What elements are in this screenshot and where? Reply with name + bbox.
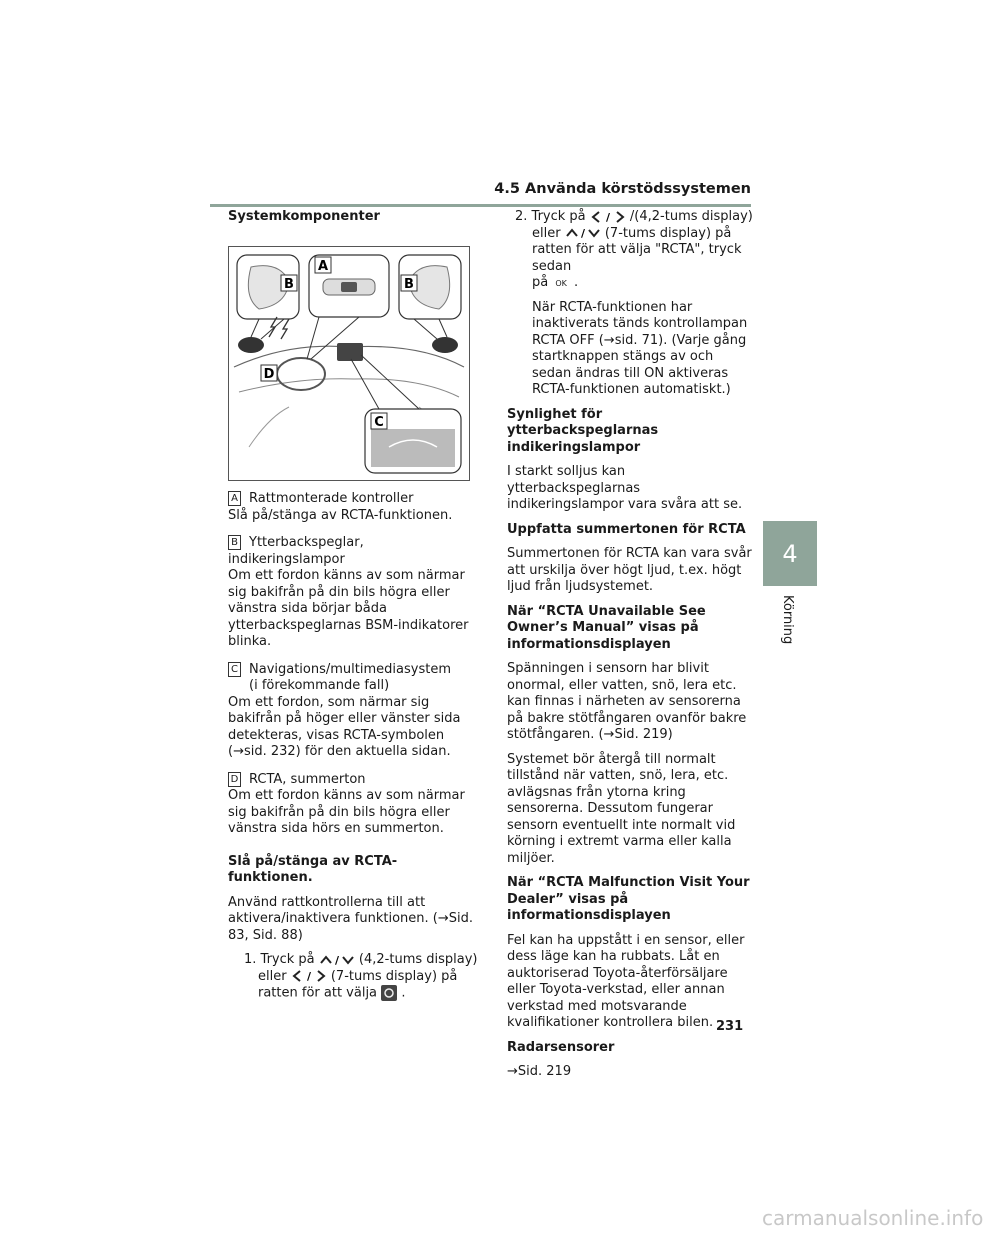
step-2-note: När RCTA-funktionen har inaktiverats tänds kontrollampan RCTA OFF (→sid. 71). (Varje gång startknappen stängs av och sedan ändras till ON aktiveras RCTA-funktionen automatiskt.) xyxy=(532,299,748,397)
figure-label-b-right xyxy=(401,275,417,292)
svg-text:/: / xyxy=(580,227,585,240)
chapter-label: Körning xyxy=(780,595,795,645)
svg-text:B: B xyxy=(404,277,414,292)
item-body: Slå på/stänga av RCTA-funktionen. xyxy=(228,507,453,523)
item-key: C xyxy=(228,662,241,677)
item-title: Ytterbackspeglar, indikeringslampor xyxy=(228,535,364,567)
settings-icon xyxy=(381,985,397,1001)
components-heading: Systemkomponenter xyxy=(228,209,380,224)
figure-label-a xyxy=(315,257,331,274)
page-number: 231 xyxy=(716,1019,744,1034)
section-header xyxy=(210,180,751,207)
section-body: I starkt solljus kan ytterbackspeglarnas indikeringslampor vara svåra att se. xyxy=(507,464,743,512)
svg-text:/: / xyxy=(605,210,610,224)
item-key: A xyxy=(228,491,241,506)
left-right-arrows-icon xyxy=(590,211,626,223)
item-d xyxy=(228,772,480,838)
chapter-number: 4 xyxy=(782,539,798,568)
step-2: 2. Tryck på / /(4,2-tums display) eller / (7-tums display) på ratten för att välja "RCTA", tryck sedan på OK . När RCTA-funktionen har inaktiverats tänds kontrollampan RCTA OFF (→sid. 71). (Varje gång startknappen stängs av och sedan ändras till ON aktiveras RCTA-funktionen automatiskt.) xyxy=(507,209,755,399)
item-key: D xyxy=(228,772,241,787)
section-heading: Synlighet för ytterbackspeglarnas indikeringslampor xyxy=(507,406,659,455)
step-1: 1. Tryck på / (4,2-tums display) eller / (7-tums display) på ratten för att välja . xyxy=(244,952,478,1001)
item-key: B xyxy=(228,535,241,550)
section-body: Fel kan ha uppstått i en sensor, eller dess läge kan ha rubbats. Låt en auktoriserad Toyota-återförsäljare eller Toyota-verkstad, eller annan verkstad med motsvarande kvalifikationer kontrollera bilen. xyxy=(507,932,745,1030)
item-body: Om ett fordon känns av som närmar sig bakifrån på din bils högra eller vänstra sida hörs en summerton. xyxy=(228,788,465,836)
section-body: Spänningen i sensorn har blivit onormal, eller vatten, snö, lera etc. kan finnas i närheten av sensorerna på bakre stötfångaren ovanför bakre stötfångaren. (→Sid. 219) xyxy=(507,661,747,742)
section-heading: Uppfatta summertonen för RCTA xyxy=(507,521,746,537)
onoff-heading: Slå på/stänga av RCTA-funktionen. xyxy=(228,853,398,885)
figure-label-c xyxy=(371,413,387,430)
figure-label-b-left xyxy=(281,275,297,292)
item-title: Navigations/multimediasystem xyxy=(249,661,451,677)
item-body: Om ett fordon, som närmar sig bakifrån på höger eller vänster sida detekteras, visas RCTA-symbolen (→sid. 232) för den aktuella sidan. xyxy=(228,694,461,759)
svg-text:A: A xyxy=(317,259,329,274)
car-interior-illustration xyxy=(229,247,469,480)
item-title: Rattmonterade kontroller xyxy=(249,491,414,506)
figure-label-d xyxy=(261,365,277,382)
up-down-arrows-icon xyxy=(565,227,601,239)
section-heading: När “RCTA Unavailable See Owner’s Manual” visas på informationsdisplayen xyxy=(507,603,706,652)
section-heading: Radarsensorer xyxy=(507,1039,615,1055)
svg-text:/: / xyxy=(334,953,339,967)
right-column xyxy=(507,209,755,1089)
watermark-footer: carmanualsonline.info xyxy=(762,1206,983,1230)
chapter-tab xyxy=(763,521,817,586)
item-c xyxy=(228,662,480,761)
svg-text:/: / xyxy=(306,970,311,983)
section-body-2: Systemet bör återgå till normalt tillstånd när vatten, snö, lera, etc. avlägsnas från ytorna kring sensorerna. Dessutom fungerar sensorn eventuellt inte normalt vid körning i extremt varma eller kalla miljöer. xyxy=(507,751,736,866)
item-title-2: (i förekommande fall) xyxy=(249,678,390,693)
svg-text:B: B xyxy=(284,277,294,292)
section-body: Summertonen för RCTA kan vara svår att urskilja över högt ljud, t.ex. högt ljud från ljudsystemet. xyxy=(507,546,752,594)
section-heading: När “RCTA Malfunction Visit Your Dealer” visas på informationsdisplayen xyxy=(507,875,750,923)
left-column xyxy=(228,209,480,234)
item-b xyxy=(228,535,480,651)
item-a xyxy=(228,491,480,524)
section-body: →Sid. 219 xyxy=(507,1064,572,1079)
item-body: Om ett fordon känns av som närmar sig bakifrån på din bils högra eller vänstra sida börjar båda ytterbackspeglarnas BSM-indikatorer blinka. xyxy=(228,568,469,649)
onoff-body: Använd rattkontrollerna till att aktivera/inaktivera funktionen. (→Sid. 83, Sid. 88) xyxy=(228,894,473,943)
left-right-arrows-icon xyxy=(291,970,327,982)
components-figure xyxy=(228,246,470,481)
item-title: RCTA, summerton xyxy=(249,771,366,787)
svg-text:C: C xyxy=(374,415,384,430)
svg-text:D: D xyxy=(263,367,275,382)
section-title: 4.5 Använda körstödssystemen xyxy=(494,181,751,197)
up-down-arrows-icon xyxy=(319,954,355,966)
left-column-content xyxy=(228,491,480,1002)
ok-icon: OK xyxy=(555,279,567,288)
